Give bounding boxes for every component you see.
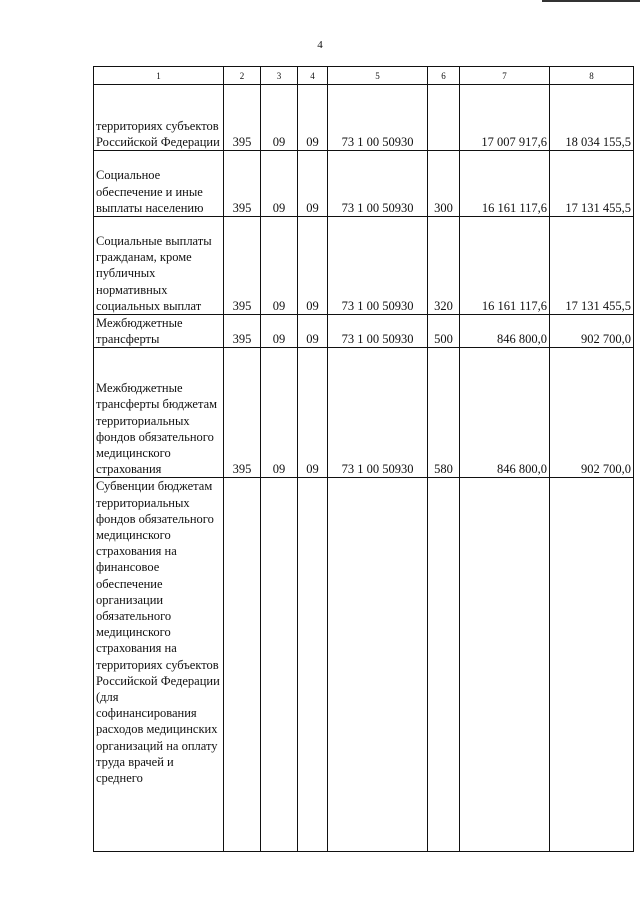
cell-amount-2: 18 034 155,5 bbox=[550, 85, 634, 151]
cell-amount-1 bbox=[460, 478, 550, 852]
cell-amount-2: 902 700,0 bbox=[550, 315, 634, 348]
cell-subsection: 09 bbox=[298, 217, 328, 315]
table-row bbox=[94, 217, 634, 315]
header-cell: 4 bbox=[298, 67, 328, 85]
cell-section: 09 bbox=[261, 217, 298, 315]
cell-type: 320 bbox=[428, 217, 460, 315]
cell-subsection bbox=[298, 478, 328, 852]
cell-ved: 395 bbox=[224, 217, 261, 315]
cell-type: 500 bbox=[428, 315, 460, 348]
header-cell: 1 bbox=[94, 67, 224, 85]
cell-amount-2: 17 131 455,5 bbox=[550, 217, 634, 315]
row-name: территориях субъектов Российской Федерации bbox=[94, 85, 224, 151]
cell-type bbox=[428, 85, 460, 151]
row-name: Межбюджетные трансферты bbox=[94, 315, 224, 348]
cell-section: 09 bbox=[261, 85, 298, 151]
cell-type: 580 bbox=[428, 348, 460, 478]
cell-target: 73 1 00 50930 bbox=[328, 217, 428, 315]
cell-amount-1: 846 800,0 bbox=[460, 315, 550, 348]
table-row bbox=[94, 478, 634, 852]
cell-target: 73 1 00 50930 bbox=[328, 315, 428, 348]
header-row bbox=[94, 67, 634, 85]
cell-ved bbox=[224, 478, 261, 852]
header-cell: 3 bbox=[261, 67, 298, 85]
row-name: Социальные выплаты гражданам, кроме публичных нормативных социальных выплат bbox=[94, 217, 224, 315]
table-row bbox=[94, 348, 634, 478]
cell-ved: 395 bbox=[224, 85, 261, 151]
cell-subsection: 09 bbox=[298, 348, 328, 478]
cell-section: 09 bbox=[261, 348, 298, 478]
cell-target: 73 1 00 50930 bbox=[328, 151, 428, 217]
header-cell: 5 bbox=[328, 67, 428, 85]
table-row bbox=[94, 315, 634, 348]
cell-section: 09 bbox=[261, 151, 298, 217]
table-row bbox=[94, 151, 634, 217]
cell-amount-1: 16 161 117,6 bbox=[460, 217, 550, 315]
cell-target bbox=[328, 478, 428, 852]
cell-section: 09 bbox=[261, 315, 298, 348]
cell-ved: 395 bbox=[224, 348, 261, 478]
row-name: Субвенции бюджетам территориальных фондов обязательного медицинского страхования на финансовое обеспечение организации обязательного медицинского страхования на территориях субъектов Российской Федерации (для софинансирования расходов медицинских организаций на оплату труда врачей и среднего bbox=[94, 478, 224, 852]
row-name: Межбюджетные трансферты бюджетам территориальных фондов обязательного медицинского страхования bbox=[94, 348, 224, 478]
cell-type: 300 bbox=[428, 151, 460, 217]
cell-subsection: 09 bbox=[298, 315, 328, 348]
page-number: 4 bbox=[317, 39, 323, 51]
header-cell: 6 bbox=[428, 67, 460, 85]
row-name: Социальное обеспечение и иные выплаты населению bbox=[94, 151, 224, 217]
cell-amount-2: 17 131 455,5 bbox=[550, 151, 634, 217]
table-row bbox=[94, 85, 634, 151]
cell-amount-1: 16 161 117,6 bbox=[460, 151, 550, 217]
top-rule bbox=[542, 0, 640, 2]
header-cell: 7 bbox=[460, 67, 550, 85]
budget-table bbox=[93, 66, 634, 852]
cell-ved: 395 bbox=[224, 151, 261, 217]
cell-subsection: 09 bbox=[298, 85, 328, 151]
cell-target: 73 1 00 50930 bbox=[328, 348, 428, 478]
cell-amount-2: 902 700,0 bbox=[550, 348, 634, 478]
header-cell: 2 bbox=[224, 67, 261, 85]
cell-section bbox=[261, 478, 298, 852]
cell-amount-1: 846 800,0 bbox=[460, 348, 550, 478]
cell-type bbox=[428, 478, 460, 852]
cell-ved: 395 bbox=[224, 315, 261, 348]
header-cell: 8 bbox=[550, 67, 634, 85]
cell-amount-2 bbox=[550, 478, 634, 852]
cell-target: 73 1 00 50930 bbox=[328, 85, 428, 151]
cell-amount-1: 17 007 917,6 bbox=[460, 85, 550, 151]
cell-subsection: 09 bbox=[298, 151, 328, 217]
